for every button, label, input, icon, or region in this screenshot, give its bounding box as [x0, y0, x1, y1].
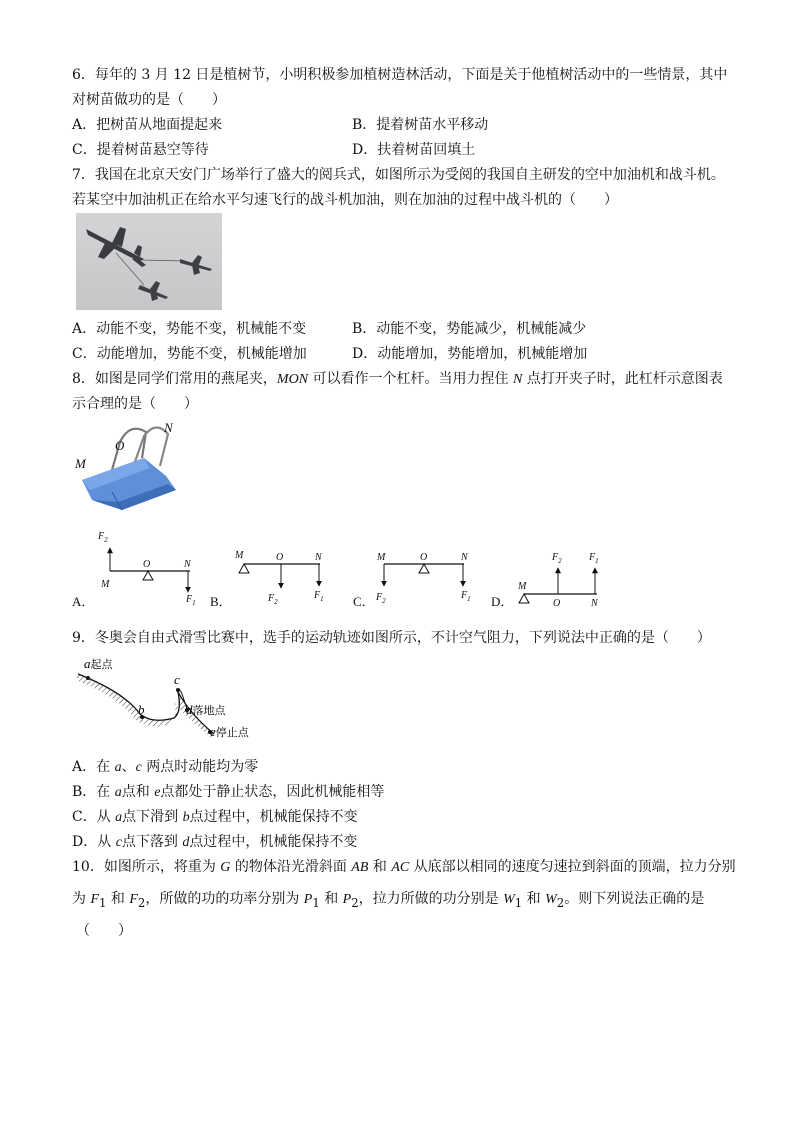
q6-option-c: C．提着树苗悬空等待 [72, 142, 209, 158]
lever-b-f1-label: $F_1$ [314, 590, 324, 603]
q6-option-a: A．把树苗从地面提起来 [72, 117, 223, 133]
lever-d-m: M [518, 581, 527, 592]
point-d-label: d落地点 [186, 702, 226, 717]
q7-stem-line1: 7．我国在北京天安门广场举行了盛大的阅兵式，如图所示为受阅的我国自主研发的空中加油机和战斗机。 [72, 167, 725, 183]
lever-a-f1-label: $F_1$ [186, 594, 196, 607]
q7-option-d: D．动能增加，势能增加，机械能增加 [352, 346, 588, 362]
lever-d-f2-label: $F_2$ [552, 552, 562, 565]
lever-option-c-letter: C． [353, 594, 375, 609]
lever-option-d-letter: D． [491, 594, 514, 609]
q7-option-b: B．动能不变，势能减少，机械能减少 [352, 321, 587, 337]
q6-option-b: B．提着树苗水平移动 [352, 117, 489, 133]
point-e-label: e停止点 [210, 724, 249, 739]
lever-c-n: N [461, 552, 468, 563]
q9-option-c: C．从 a点下滑到 b点过程中，机械能保持不变 [72, 809, 358, 825]
q9-stem-line1: 9．冬奥会自由式滑雪比赛中，选手的运动轨迹如图所示，不计空气阻力，下列说法中正确的是（ ） [72, 630, 711, 646]
ski-trajectory-figure [74, 652, 274, 744]
q6-stem-line2: 对树苗做功的是（ ） [72, 92, 226, 108]
lever-a-n: N [184, 559, 191, 570]
q7-stem-line2: 若某空中加油机正在给水平匀速飞行的战斗机加油，则在加油的过程中战斗机的（ ） [72, 192, 618, 208]
lever-option-a-letter: A． [72, 594, 95, 609]
point-c-label: c [174, 672, 180, 687]
lever-b-f2-label: $F_2$ [268, 593, 278, 606]
lever-c-fulcrum [419, 564, 429, 573]
lever-c-o: O [420, 552, 428, 563]
lever-d-fulcrum [519, 594, 529, 603]
lever-a-fulcrum [143, 571, 153, 580]
q8-stem-line2: 示合理的是（ ） [72, 396, 198, 412]
lever-c-f2-label: $F_2$ [376, 592, 386, 605]
lever-b-o: O [276, 552, 284, 563]
lever-c-f1-label: $F_1$ [461, 590, 471, 603]
binder-clip-photo [72, 418, 188, 514]
q8-stem-line1: 8．如图是同学们常用的燕尾夹，MON 可以看作一个杠杆。当用力捏住 N 点打开夹子时，此杠杆示意图表 [72, 371, 723, 387]
lever-d-f1-label: $F_1$ [589, 552, 599, 565]
point-a-dot [86, 676, 90, 680]
q9-option-d: D．从 c点下落到 d点过程中，机械能保持不变 [72, 834, 358, 850]
lever-option-b-letter: B． [210, 594, 232, 609]
q7-option-a: A．动能不变，势能不变，机械能不变 [72, 321, 307, 337]
lever-b-n: N [315, 552, 322, 563]
photo-label-o: O [115, 438, 125, 453]
lever-b-m: M [235, 550, 244, 561]
lever-b-fulcrum [239, 564, 249, 573]
point-a-label: a起点 [84, 656, 113, 671]
q10-stem-line2: 为 $F_1$ 和 $F_2$，所做的功的功率分别为 $P_1$ 和 $P_2$，拉力所做的功分别是 $W_1$ 和 $W_2$。则下列说法正确的是 [72, 891, 705, 910]
lever-d-o: O [553, 598, 561, 609]
lever-a-m: M [101, 579, 110, 590]
lever-options-figure [72, 524, 612, 614]
point-b-label: b [138, 702, 145, 717]
q9-option-b: B．在 a点和 e点都处于静止状态，因此机械能相等 [72, 784, 385, 800]
photo-label-n: N [164, 420, 173, 435]
lever-d-n: N [591, 598, 598, 609]
q10-stem-line1: 10．如图所示，将重为 G 的物体沿光滑斜面 AB 和 AC 从底部以相同的速度匀速拉到斜面的顶端，拉力分别 [72, 859, 736, 875]
lever-c-m: M [377, 552, 386, 563]
q6-option-d: D．扶着树苗回填土 [352, 142, 476, 158]
q10-answer-paren: （ ） [76, 923, 132, 939]
lever-a-o: O [143, 559, 151, 570]
refueling-aircraft-photo [76, 213, 222, 310]
photo-label-m: M [75, 456, 86, 471]
q6-stem-line1: 6．每年的 3 月 12 日是植树节，小明积极参加植树造林活动，下面是关于他植树活动中的一些情景，其中 [72, 67, 728, 83]
q7-option-c: C．动能增加，势能不变，机械能增加 [72, 346, 307, 362]
q9-option-a: A．在 a、c 两点时动能均为零 [72, 759, 259, 775]
lever-a-f2-label: $F_2$ [98, 531, 108, 544]
point-c-dot [176, 688, 180, 692]
